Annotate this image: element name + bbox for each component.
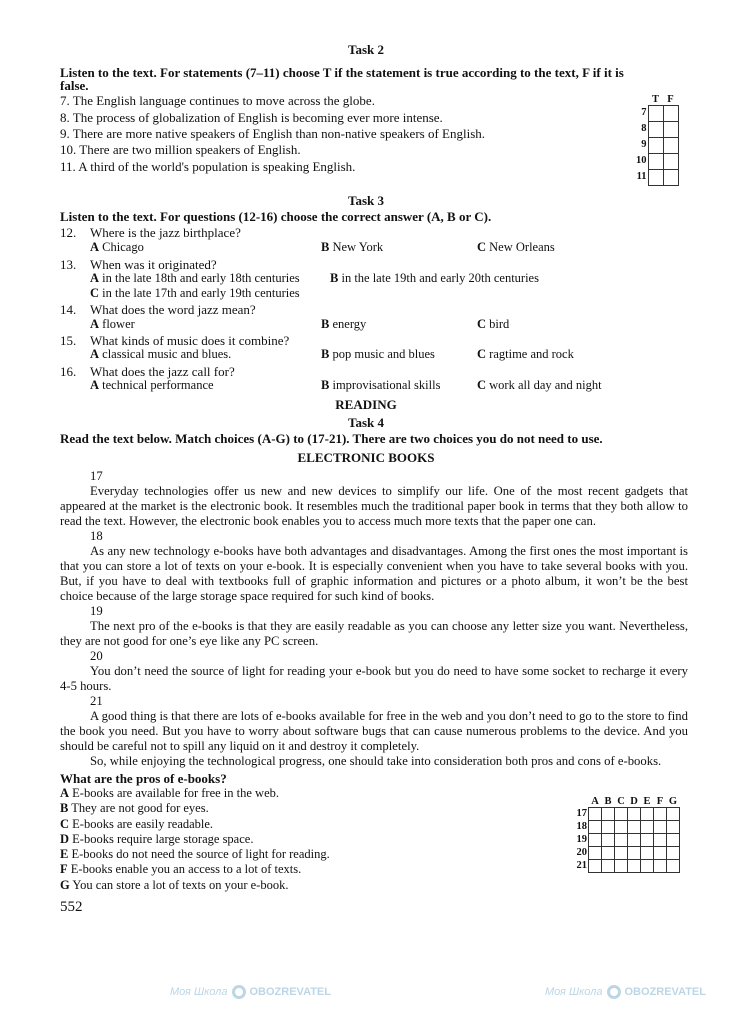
grid-row-label: 19 <box>576 833 587 845</box>
answer-cell[interactable] <box>615 808 628 821</box>
statement-11: 11. A third of the world's population is speaking English. <box>60 159 356 174</box>
option-letter: C <box>477 347 487 361</box>
task2-instruction: Listen to the text. For statements (7–11) choose T if the statement is true according to the text, F if it is <box>60 65 624 80</box>
question-text: What does the word jazz mean? <box>90 302 256 317</box>
grid-column-header: G <box>668 796 678 807</box>
choice-text: E-books do not need the source of light for reading. <box>71 847 330 862</box>
matching-answer-grid <box>577 796 681 873</box>
question-16 <box>60 364 235 379</box>
grid-row <box>636 122 678 138</box>
paragraph-number: 20 <box>90 649 103 663</box>
grid-row <box>577 834 680 847</box>
option-letter: A <box>90 317 100 331</box>
choice-c <box>60 817 330 832</box>
answer-cell[interactable] <box>641 847 654 860</box>
grid-row <box>577 860 680 873</box>
grid-row-label: 20 <box>576 846 587 858</box>
answer-cell[interactable] <box>648 138 663 154</box>
grid-row-label: 7 <box>641 107 647 119</box>
grid-row <box>636 170 678 186</box>
option-b <box>321 347 435 362</box>
answer-cell[interactable] <box>648 170 663 186</box>
statement-8: 8. The process of globalization of English is becoming ever more intense. <box>60 110 443 125</box>
answer-cell[interactable] <box>667 834 680 847</box>
reading-body <box>60 469 688 916</box>
option-text: in the late 19th and early 20th centuries <box>341 271 539 285</box>
answer-cell[interactable] <box>663 154 678 170</box>
answer-cell[interactable] <box>615 821 628 834</box>
answer-cell[interactable] <box>628 860 641 873</box>
answer-cell[interactable] <box>654 847 667 860</box>
grid-row <box>636 106 678 122</box>
choice-text: E-books enable you an access to a lot of texts. <box>70 862 302 877</box>
choice-letter: D <box>60 831 70 846</box>
grid-row-label: 11 <box>636 171 647 183</box>
answer-cell[interactable] <box>663 106 678 122</box>
question-12 <box>60 225 241 240</box>
option-b <box>321 378 440 393</box>
true-false-answer-grid <box>636 94 679 186</box>
option-b <box>330 271 539 286</box>
answer-cell[interactable] <box>648 154 663 170</box>
answer-cell[interactable] <box>602 860 615 873</box>
option-letter: B <box>321 378 330 392</box>
option-text: Chicago <box>102 240 144 254</box>
watermark-brand: OBOZREVATEL <box>624 985 706 998</box>
answer-cell[interactable] <box>663 170 678 186</box>
option-letter: A <box>90 378 100 392</box>
statement-10: 10. There are two million speakers of English. <box>60 142 301 157</box>
paragraph-text: Everyday technologies offer us new and new devices to simplify our life. One of the most recent gadgets that appeared at the market is the electronic book. It resembles much the traditional paper book in terms that they both allow to read the text. However, the electronic book enables you to access much more texts that the paper one can. <box>60 484 688 528</box>
choice-letter: C <box>60 816 70 831</box>
task2-instruction-cont: false. <box>60 78 89 93</box>
answer-cell[interactable] <box>589 821 602 834</box>
answer-cell[interactable] <box>589 860 602 873</box>
statement-9: 9. There are more native speakers of English than non-native speakers of English. <box>60 126 486 141</box>
grid-column-header: C <box>617 796 625 807</box>
option-c <box>477 347 574 362</box>
choice-letter: E <box>60 847 69 862</box>
option-letter: C <box>477 378 487 392</box>
option-text: improvisational skills <box>332 378 441 392</box>
watermark-school: Моя Школа <box>170 985 228 998</box>
grid-row-label: 10 <box>636 155 647 167</box>
option-text: technical performance <box>102 378 214 392</box>
option-a <box>90 271 300 286</box>
choice-g <box>60 878 330 893</box>
answer-cell[interactable] <box>667 860 680 873</box>
grid-row-label: 21 <box>576 859 587 871</box>
pros-question: What are the pros of e-books? <box>60 771 227 786</box>
answer-cell[interactable] <box>602 834 615 847</box>
choice-text: E-books are available for free in the web. <box>72 786 280 800</box>
question-13 <box>60 257 217 272</box>
choices-and-grid <box>60 786 688 893</box>
choice-f <box>60 862 330 877</box>
answer-cell[interactable] <box>602 847 615 860</box>
question-number: 15. <box>60 333 77 348</box>
paragraph-number: 21 <box>90 694 103 708</box>
watermark-logo-icon <box>607 985 621 999</box>
task3-title: Task 3 <box>347 193 385 208</box>
watermark <box>545 985 706 999</box>
grid-column-header: F <box>656 796 664 807</box>
option-text: flower <box>102 317 135 331</box>
answer-cell[interactable] <box>654 808 667 821</box>
question-number: 13. <box>60 257 77 272</box>
option-c <box>477 378 602 393</box>
text-title: ELECTRONIC BOOKS <box>297 450 435 465</box>
paragraph-19 <box>60 604 688 649</box>
grid-column-header: E <box>643 796 651 807</box>
answer-cell[interactable] <box>628 834 641 847</box>
question-number: 12. <box>60 225 77 240</box>
grid-row <box>577 847 680 860</box>
answer-cell[interactable] <box>589 834 602 847</box>
choice-letter: G <box>60 877 70 892</box>
answer-cell[interactable] <box>615 834 628 847</box>
answer-cell[interactable] <box>663 122 678 138</box>
answer-cell[interactable] <box>648 106 663 122</box>
paragraph-18 <box>60 529 688 604</box>
answer-cell[interactable] <box>628 821 641 834</box>
option-text: ragtime and rock <box>489 347 574 361</box>
task4-instruction: Read the text below. Match choices (A-G) to (17-21). There are two choices you do not need to use. <box>60 431 603 446</box>
option-text: bird <box>489 317 510 331</box>
task2-title: Task 2 <box>347 42 385 57</box>
statement-7: 7. The English language continues to move across the globe. <box>60 93 375 108</box>
option-letter: B <box>330 271 339 285</box>
answer-cell[interactable] <box>615 847 628 860</box>
task4-title: Task 4 <box>347 415 385 430</box>
watermark-logo-icon <box>232 985 246 999</box>
grid-row-label: 18 <box>576 820 587 832</box>
answer-cell[interactable] <box>628 808 641 821</box>
answer-cell[interactable] <box>641 860 654 873</box>
option-a <box>90 347 231 362</box>
answer-cell[interactable] <box>589 808 602 821</box>
watermark-school: Моя Школа <box>545 985 603 998</box>
paragraph-number: 17 <box>90 469 103 483</box>
paragraph-21 <box>60 694 688 769</box>
question-number: 16. <box>60 364 77 379</box>
choice-b <box>60 801 330 816</box>
choice-text: They are not good for eyes. <box>71 801 209 816</box>
grid-row <box>636 154 678 170</box>
answer-cell[interactable] <box>648 122 663 138</box>
answer-cell[interactable] <box>641 834 654 847</box>
page-number: 552 <box>60 899 83 916</box>
grid-column-header: F <box>667 94 674 105</box>
option-text: New Orleans <box>489 240 555 254</box>
option-letter: B <box>321 347 330 361</box>
answer-cell[interactable] <box>663 138 678 154</box>
grid-row <box>577 808 680 821</box>
answer-cell[interactable] <box>602 821 615 834</box>
option-text: classical music and blues. <box>102 347 232 361</box>
option-letter: A <box>90 347 100 361</box>
option-text: energy <box>332 317 367 331</box>
option-letter: A <box>90 240 100 254</box>
question-15 <box>60 333 289 348</box>
choice-e <box>60 847 330 862</box>
choices-list <box>60 786 330 893</box>
reading-section-title: READING <box>335 397 397 412</box>
question-text: Where is the jazz birthplace? <box>90 225 241 240</box>
grid-column-header: T <box>651 94 659 105</box>
answer-cell[interactable] <box>654 821 667 834</box>
option-text: pop music and blues <box>332 347 435 361</box>
grid-row <box>577 821 680 834</box>
choice-text: E-books are easily readable. <box>72 816 214 831</box>
answer-cell[interactable] <box>654 834 667 847</box>
answer-cell[interactable] <box>589 847 602 860</box>
option-a <box>90 378 214 393</box>
option-b <box>321 317 366 332</box>
paragraph-17 <box>60 469 688 529</box>
choice-letter: A <box>60 786 70 800</box>
option-b <box>321 240 383 255</box>
paragraph-number: 19 <box>90 604 103 618</box>
paragraph-text: As any new technology e-books have both advantages and disadvantages. Among the first ones the most important is that you can store a lot of texts on your e-book. It is especially convenient when you have to take several books with you. But, if you have to deal with textbooks full of graphic information and pictures or a photo album, it won’t be the best choice because of the large storage space required for such kind of books. <box>60 544 688 603</box>
answer-cell[interactable] <box>602 808 615 821</box>
grid-row-label: 8 <box>641 123 647 135</box>
question-number: 14. <box>60 302 77 317</box>
choice-letter: F <box>60 862 68 877</box>
option-letter: C <box>90 286 100 300</box>
grid-column-header: A <box>591 796 599 807</box>
answer-cell[interactable] <box>615 860 628 873</box>
grid-row <box>636 138 678 154</box>
option-text: work all day and night <box>489 378 602 392</box>
option-a <box>90 240 144 255</box>
answer-cell[interactable] <box>628 847 641 860</box>
answer-cell[interactable] <box>654 860 667 873</box>
grid-column-header: D <box>630 796 638 807</box>
answer-cell[interactable] <box>667 821 680 834</box>
paragraph-20 <box>60 649 688 694</box>
option-text: in the late 18th and early 18th centuries <box>102 271 300 285</box>
option-text: in the late 17th and early 19th centuries <box>102 286 300 300</box>
paragraph-text: The next pro of the e-books is that they are easily readable as you can choose any letter size you want. Nevertheless, they are not good for one’s eye like any PC screen. <box>60 619 688 648</box>
conclusion-text: So, while enjoying the technological progress, one should take into consideration both pros and cons of e-books. <box>90 754 662 768</box>
option-text: New York <box>332 240 384 254</box>
answer-cell[interactable] <box>641 821 654 834</box>
option-a <box>90 317 135 332</box>
question-text: What kinds of music does it combine? <box>90 333 290 348</box>
question-text: When was it originated? <box>90 257 217 272</box>
watermark <box>170 985 331 999</box>
question-text: What does the jazz call for? <box>90 364 235 379</box>
option-letter: B <box>321 240 330 254</box>
watermark-brand: OBOZREVATEL <box>249 985 331 998</box>
grid-row-label: 17 <box>576 807 587 819</box>
choice-letter: B <box>60 801 69 816</box>
question-14 <box>60 302 256 317</box>
choice-text: You can store a lot of texts on your e-book. <box>72 877 289 892</box>
paragraph-text: You don’t need the source of light for reading your e-book but you do need to have some socket to recharge it every 4-5 hours. <box>60 664 688 693</box>
choice-a <box>60 786 330 801</box>
paragraph-text: A good thing is that there are lots of e-books available for free in the web and you don’t need to go to the store to find the book you need. But you have to worry about software bugs that can cause numerous problems to the device. And you should be careful not to spill any liquid on it and destroy it completely. <box>60 709 688 753</box>
option-c <box>477 240 555 255</box>
option-c <box>477 317 509 332</box>
grid-column-header: B <box>604 796 612 807</box>
answer-cell[interactable] <box>667 808 680 821</box>
option-letter: A <box>90 271 100 285</box>
choice-d <box>60 832 330 847</box>
choice-text: E-books require large storage space. <box>72 831 254 846</box>
option-letter: C <box>477 240 487 254</box>
option-c <box>90 286 300 301</box>
option-letter: B <box>321 317 330 331</box>
task3-instruction: Listen to the text. For questions (12-16) choose the correct answer (A, B or C). <box>60 209 492 224</box>
grid-row-label: 9 <box>641 139 647 151</box>
option-letter: C <box>477 317 487 331</box>
answer-cell[interactable] <box>641 808 654 821</box>
paragraph-number: 18 <box>90 529 103 543</box>
answer-cell[interactable] <box>667 847 680 860</box>
